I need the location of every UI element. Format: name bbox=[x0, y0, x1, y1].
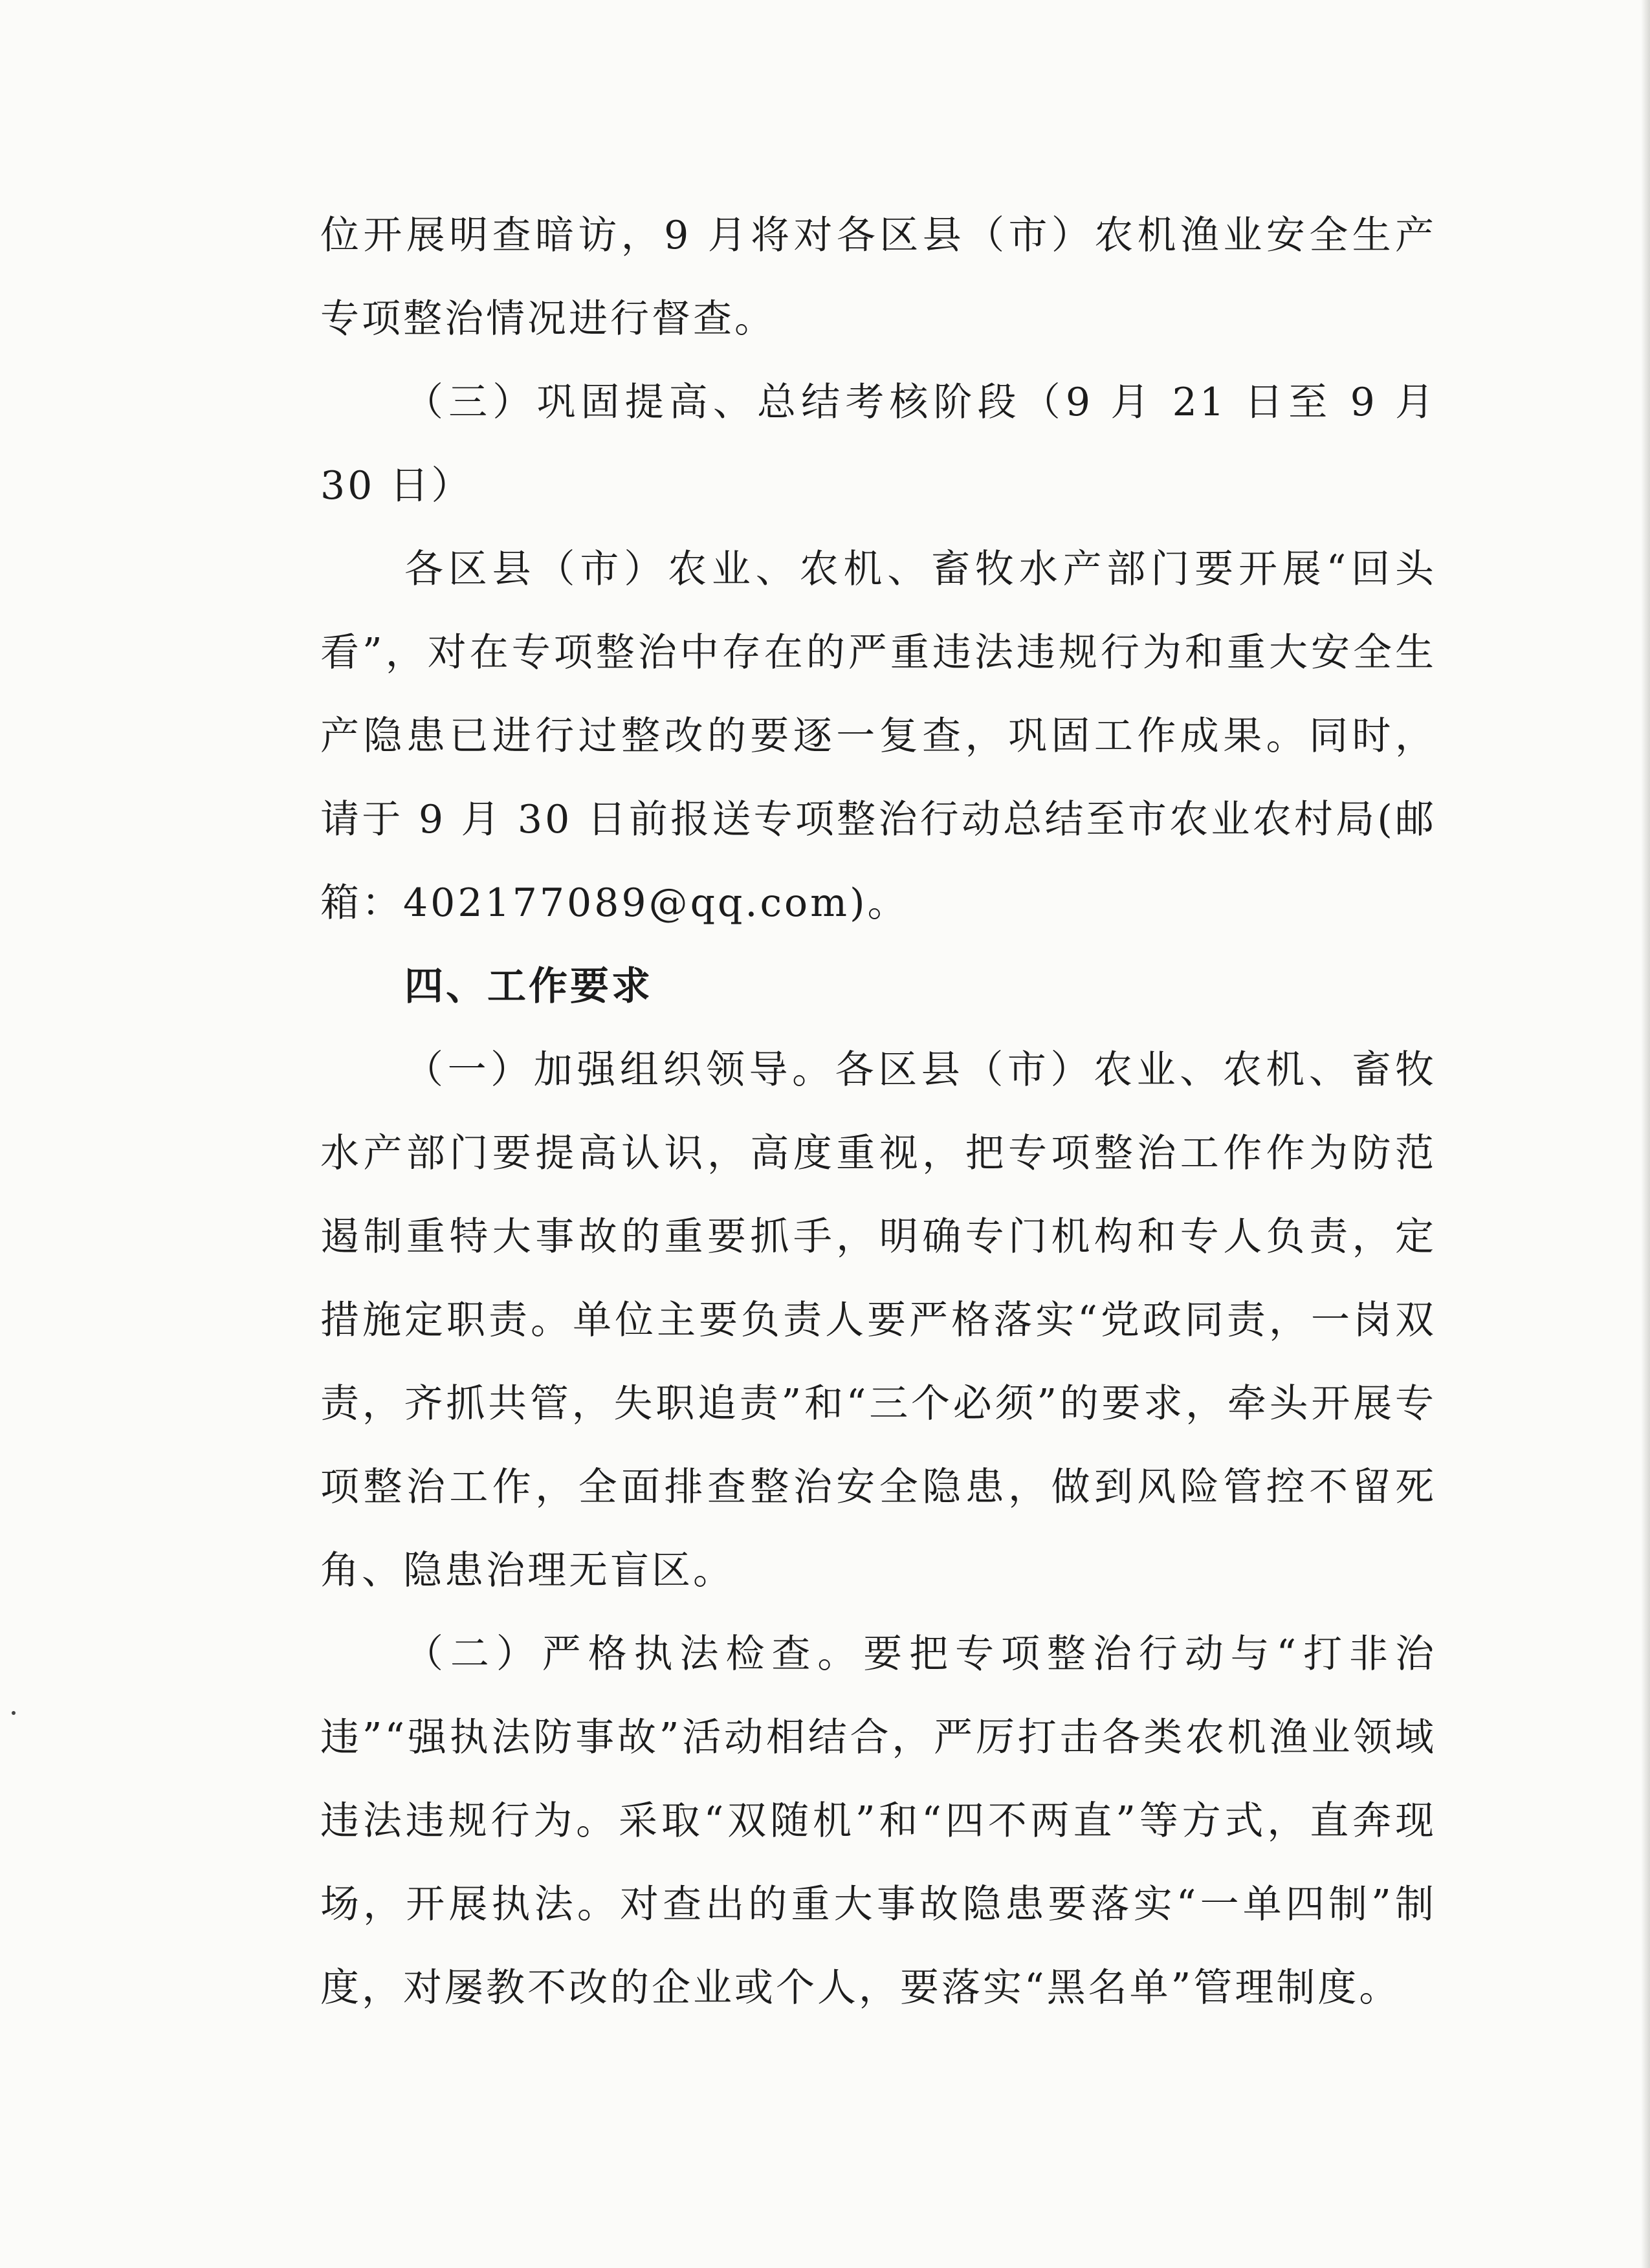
section-heading-work-requirements: 四、工作要求 bbox=[404, 964, 653, 1009]
paragraph-review: 各区县（市）农业、农机、畜牧水产部门要开展“回头看”，对在专项整治中存在的严重违法违规行为和重大安全生产隐患已进行过整改的要逐一复查，巩固工作成果。同时，请于 9 月 30 日前报送专项整治行动总结至市农业农村局(邮箱：402177089@qq.com)。 bbox=[320, 547, 1436, 926]
scan-speck bbox=[12, 1711, 16, 1715]
paragraph-organization-leadership: （一）加强组织领导。各区县（市）农业、农机、畜牧水产部门要提高认识，高度重视，把专项整治工作作为防范遏制重特大事故的重要抓手，明确专门机构和专人负责，定措施定职责。单位主要负责人要严格落实“党政同责，一岗双责，齐抓共管，失职追责”和“三个必须”的要求，牵头开展专项整治工作，全面排查整治安全隐患，做到风险管控不留死角、隐患治理无盲区。 bbox=[320, 1047, 1436, 1593]
paragraph-law-enforcement: （二）严格执法检查。要把专项整治行动与“打非治违”“强执法防事故”活动相结合，严厉打击各类农机渔业领域违法违规行为。采取“双随机”和“四不两直”等方式，直奔现场，开展执法。对查出的重大事故隐患要落实“一单四制”制度，对屡教不改的企业或个人，要落实“黑名单”管理制度。 bbox=[320, 1631, 1436, 2011]
section-heading-stage-three: （三）巩固提高、总结考核阶段（9 月 21 日至 9 月 30 日） bbox=[320, 380, 1436, 508]
paragraph-continuation: 位开展明查暗访，9 月将对各区县（市）农机渔业安全生产专项整治情况进行督查。 bbox=[320, 213, 1436, 342]
scan-edge-shadow bbox=[1641, 0, 1650, 2268]
